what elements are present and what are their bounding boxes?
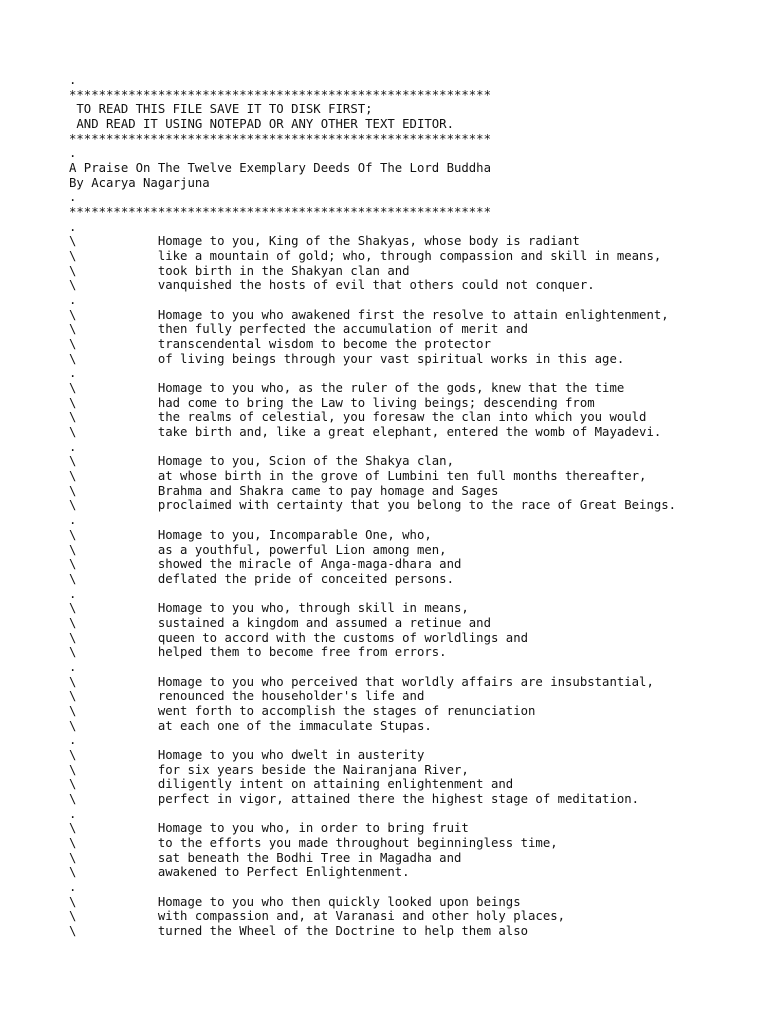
text-line: \ queen to accord with the customs of worldlings and <box>69 630 529 645</box>
text-line: \ like a mountain of gold; who, through compassion and skill in means, <box>69 249 662 264</box>
text-line: \ perfect in vigor, attained there the highest stage of meditation. <box>69 791 640 806</box>
text-line: \ had come to bring the Law to living beings; descending from <box>69 395 595 410</box>
text-line: \ as a youthful, powerful Lion among men, <box>69 542 447 557</box>
text-line: TO READ THIS FILE SAVE IT TO DISK FIRST; <box>69 102 373 117</box>
text-line: \ vanquished the hosts of evil that others could not conquer. <box>69 278 595 293</box>
text-line: \ took birth in the Shakyan clan and <box>69 263 410 278</box>
text-line: . <box>69 733 77 748</box>
text-line: \ Homage to you who dwelt in austerity <box>69 747 425 762</box>
text-line: \ helped them to become free from errors. <box>69 645 447 660</box>
text-line: \ Homage to you who, through skill in means, <box>69 601 469 616</box>
text-line: \ for six years beside the Nairanjana River, <box>69 762 469 777</box>
text-line: \ then fully perfected the accumulation of merit and <box>69 322 529 337</box>
text-line: \ Homage to you, King of the Shakyas, whose body is radiant <box>69 234 580 249</box>
text-line: \ of living beings through your vast spiritual works in this age. <box>69 351 625 366</box>
text-line: . <box>69 293 77 308</box>
text-line: By Acarya Nagarjuna <box>69 175 210 190</box>
text-line: \ the realms of celestial, you foresaw the clan into which you would <box>69 410 647 425</box>
text-line: . <box>69 659 77 674</box>
text-line: \ renounced the householder's life and <box>69 689 425 704</box>
text-line: . <box>69 190 77 205</box>
text-line: . <box>69 806 77 821</box>
text-line: . <box>69 146 77 161</box>
text-line: \ Homage to you, Scion of the Shakya clan, <box>69 454 454 469</box>
text-line: \ Homage to you who, as the ruler of the gods, knew that the time <box>69 381 625 396</box>
text-line: . <box>69 366 77 381</box>
text-line: \ transcendental wisdom to become the protector <box>69 337 491 352</box>
text-line: ********************************************************* <box>69 131 491 146</box>
text-line: \ Homage to you who, in order to bring fruit <box>69 821 469 836</box>
text-line: . <box>69 219 77 234</box>
text-line: \ deflated the pride of conceited persons. <box>69 571 454 586</box>
text-line: . <box>69 586 77 601</box>
text-line: \ awakened to Perfect Enlightenment. <box>69 865 410 880</box>
text-line: \ Homage to you who perceived that worldly affairs are insubstantial, <box>69 674 654 689</box>
text-line: \ proclaimed with certainty that you belong to the race of Great Beings. <box>69 498 677 513</box>
text-line: \ at whose birth in the grove of Lumbini ten full months thereafter, <box>69 469 647 484</box>
text-line: \ at each one of the immaculate Stupas. <box>69 718 432 733</box>
text-line: \ Brahma and Shakra came to pay homage and Sages <box>69 483 499 498</box>
text-line: \ showed the miracle of Anga-maga-dhara and <box>69 557 462 572</box>
text-line: . <box>69 513 77 528</box>
text-line: . <box>69 879 77 894</box>
text-line: ********************************************************* <box>69 205 491 220</box>
text-line: \ to the efforts you made throughout beginningless time, <box>69 835 558 850</box>
text-line: . <box>69 73 77 87</box>
text-line: \ take birth and, like a great elephant, entered the womb of Mayadevi. <box>69 425 662 440</box>
text-line: \ went forth to accomplish the stages of renunciation <box>69 703 536 718</box>
text-document <box>69 73 749 939</box>
text-line: \ Homage to you who awakened first the resolve to attain enlightenment, <box>69 307 669 322</box>
text-line: . <box>69 439 77 454</box>
text-line: AND READ IT USING NOTEPAD OR ANY OTHER TEXT EDITOR. <box>69 117 454 132</box>
text-line: A Praise On The Twelve Exemplary Deeds Of The Lord Buddha <box>69 161 491 176</box>
text-line: \ turned the Wheel of the Doctrine to help them also <box>69 923 529 938</box>
text-line: \ Homage to you who then quickly looked upon beings <box>69 894 521 909</box>
text-line: ********************************************************* <box>69 87 491 102</box>
text-line: \ diligently intent on attaining enlightenment and <box>69 777 514 792</box>
text-line: \ sat beneath the Bodhi Tree in Magadha and <box>69 850 462 865</box>
text-line: \ sustained a kingdom and assumed a retinue and <box>69 615 491 630</box>
text-line: \ Homage to you, Incomparable One, who, <box>69 527 432 542</box>
text-line: \ with compassion and, at Varanasi and other holy places, <box>69 909 566 924</box>
